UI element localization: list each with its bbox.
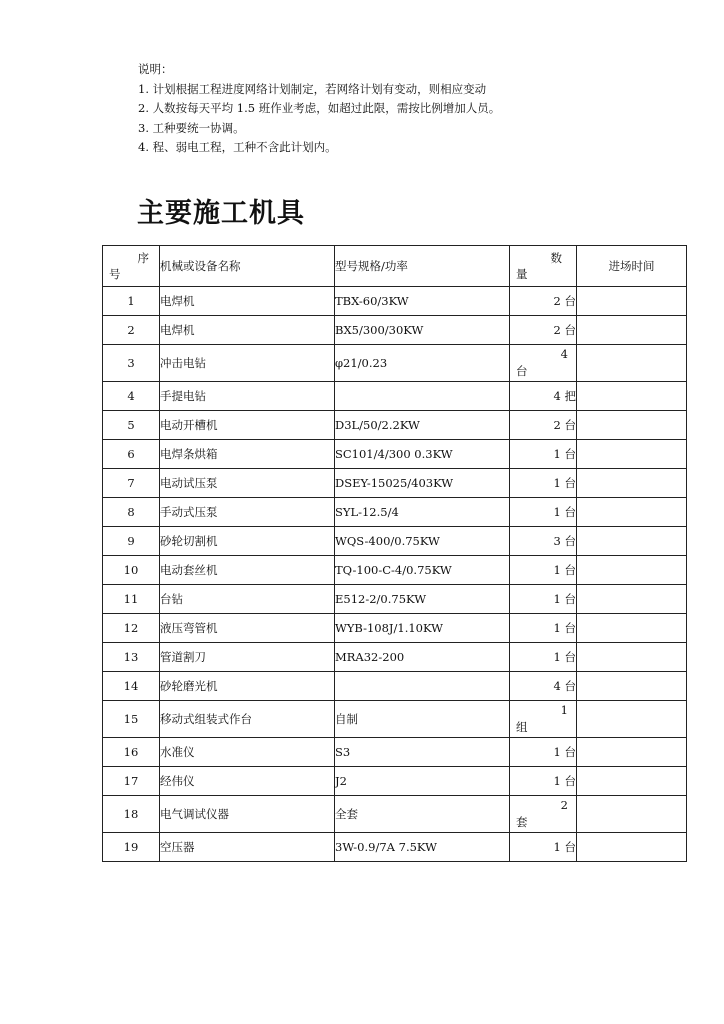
cell-time: [577, 498, 687, 527]
table-row: [103, 614, 687, 643]
cell-model: E512-2/0.75KW: [335, 585, 510, 614]
table-row: [103, 469, 687, 498]
table-row: [103, 643, 687, 672]
cell-name: 水准仪: [160, 738, 335, 767]
cell-name: 砂轮磨光机: [160, 672, 335, 701]
cell-qty: 4 台: [510, 672, 577, 701]
cell-no: 3: [103, 345, 160, 382]
cell-time: [577, 833, 687, 862]
cell-no: 14: [103, 672, 160, 701]
cell-no: 17: [103, 767, 160, 796]
cell-qty: 4 把: [510, 382, 577, 411]
qty-number: 4: [560, 347, 568, 361]
cell-no: 6: [103, 440, 160, 469]
cell-qty: 1 台: [510, 585, 577, 614]
header-name: 机械或设备名称: [160, 246, 335, 287]
table-row: [103, 585, 687, 614]
cell-model: [335, 672, 510, 701]
cell-name: 电焊条烘箱: [160, 440, 335, 469]
table-row: [103, 767, 687, 796]
cell-qty: 1 台: [510, 440, 577, 469]
table-row: [103, 411, 687, 440]
table-row: [103, 345, 687, 382]
note-line: 2. 人数按每天平均 1.5 班作业考虑，如超过此限，需按比例增加人员。: [138, 101, 501, 115]
table-row: [103, 527, 687, 556]
cell-name: 手提电钻: [160, 382, 335, 411]
cell-model: 全套: [335, 796, 510, 833]
cell-qty: 1 台: [510, 469, 577, 498]
cell-model: TBX-60/3KW: [335, 287, 510, 316]
cell-name: 手动式压泵: [160, 498, 335, 527]
cell-qty: 1 台: [510, 556, 577, 585]
cell-time: [577, 345, 687, 382]
qty-unit: 台: [516, 364, 528, 378]
cell-time: [577, 527, 687, 556]
header-qty-part1: 数: [550, 251, 562, 265]
table-row: [103, 833, 687, 862]
table-row: [103, 796, 687, 833]
cell-name: 电焊机: [160, 316, 335, 345]
cell-model: WYB-108J/1.10KW: [335, 614, 510, 643]
cell-model: BX5/300/30KW: [335, 316, 510, 345]
cell-time: [577, 585, 687, 614]
cell-model: MRA32-200: [335, 643, 510, 672]
table-row: [103, 440, 687, 469]
header-qty-part2: 量: [516, 267, 528, 281]
table-row: [103, 672, 687, 701]
cell-name: 电动试压泵: [160, 469, 335, 498]
cell-qty: 2 台: [510, 411, 577, 440]
cell-name: 移动式组装式作台: [160, 701, 335, 738]
header-time: 进场时间: [577, 246, 687, 287]
equipment-table: [102, 245, 687, 862]
table-row: [103, 382, 687, 411]
cell-model: SYL-12.5/4: [335, 498, 510, 527]
cell-model: [335, 382, 510, 411]
cell-no: 12: [103, 614, 160, 643]
cell-qty: 1 台: [510, 643, 577, 672]
cell-qty: [510, 345, 577, 382]
cell-time: [577, 469, 687, 498]
cell-model: 3W-0.9/7A 7.5KW: [335, 833, 510, 862]
cell-name: 空压器: [160, 833, 335, 862]
qty-number: 1: [560, 703, 568, 717]
table-row: [103, 556, 687, 585]
cell-no: 13: [103, 643, 160, 672]
cell-time: [577, 440, 687, 469]
cell-time: [577, 287, 687, 316]
cell-name: 电动开槽机: [160, 411, 335, 440]
cell-name: 液压弯管机: [160, 614, 335, 643]
cell-qty: [510, 796, 577, 833]
cell-name: 电气调试仪器: [160, 796, 335, 833]
cell-no: 5: [103, 411, 160, 440]
cell-name: 管道割刀: [160, 643, 335, 672]
cell-qty: 1 台: [510, 833, 577, 862]
note-line: 3. 工种要统一协调。: [138, 120, 245, 135]
cell-model: SC101/4/300 0.3KW: [335, 440, 510, 469]
cell-time: [577, 701, 687, 738]
cell-time: [577, 738, 687, 767]
cell-time: [577, 672, 687, 701]
header-no: [103, 246, 160, 287]
cell-no: 18: [103, 796, 160, 833]
cell-model: J2: [335, 767, 510, 796]
cell-time: [577, 796, 687, 833]
cell-no: 19: [103, 833, 160, 862]
header-no-part2: 号: [109, 267, 121, 281]
cell-qty: 1 台: [510, 767, 577, 796]
header-model: 型号规格/功率: [335, 246, 510, 287]
notes-title: 说明：: [138, 62, 173, 76]
table-row: [103, 498, 687, 527]
cell-no: 9: [103, 527, 160, 556]
table-row: [103, 316, 687, 345]
cell-no: 1: [103, 287, 160, 316]
cell-no: 11: [103, 585, 160, 614]
cell-qty: 1 台: [510, 498, 577, 527]
header-qty: [510, 246, 577, 287]
cell-no: 10: [103, 556, 160, 585]
cell-name: 台钻: [160, 585, 335, 614]
cell-name: 经伟仪: [160, 767, 335, 796]
note-line: 4. 程、弱电工程，工种不含此计划内。: [138, 140, 337, 154]
header-no-part1: 序: [137, 251, 149, 265]
cell-time: [577, 316, 687, 345]
cell-name: 电焊机: [160, 287, 335, 316]
cell-no: 4: [103, 382, 160, 411]
cell-time: [577, 411, 687, 440]
cell-time: [577, 643, 687, 672]
cell-qty: 2 台: [510, 287, 577, 316]
note-line: 1. 计划根据工程进度网络计划制定，若网络计划有变动，则相应变动: [138, 81, 487, 96]
qty-unit: 组: [516, 720, 528, 734]
cell-qty: 3 台: [510, 527, 577, 556]
table-header-row: [103, 246, 687, 287]
cell-qty: [510, 701, 577, 738]
cell-no: 15: [103, 701, 160, 738]
cell-model: TQ-100-C-4/0.75KW: [335, 556, 510, 585]
cell-time: [577, 614, 687, 643]
table-row: [103, 738, 687, 767]
cell-no: 8: [103, 498, 160, 527]
cell-no: 16: [103, 738, 160, 767]
cell-name: 砂轮切割机: [160, 527, 335, 556]
cell-model: WQS-400/0.75KW: [335, 527, 510, 556]
cell-name: 电动套丝机: [160, 556, 335, 585]
section-title: 主要施工机具: [137, 198, 305, 229]
table-row: [103, 287, 687, 316]
cell-qty: 1 台: [510, 738, 577, 767]
cell-model: 自制: [335, 701, 510, 738]
cell-model: S3: [335, 738, 510, 767]
cell-name: 冲击电钻: [160, 345, 335, 382]
notes-block: [138, 60, 500, 158]
table-row: [103, 701, 687, 738]
cell-no: 7: [103, 469, 160, 498]
cell-model: D3L/50/2.2KW: [335, 411, 510, 440]
qty-number: 2: [560, 798, 568, 812]
cell-time: [577, 556, 687, 585]
cell-time: [577, 382, 687, 411]
cell-qty: 2 台: [510, 316, 577, 345]
cell-model: DSEY-15025/403KW: [335, 469, 510, 498]
cell-qty: 1 台: [510, 614, 577, 643]
cell-time: [577, 767, 687, 796]
cell-model: φ21/0.23: [335, 345, 510, 382]
cell-no: 2: [103, 316, 160, 345]
qty-unit: 套: [516, 815, 528, 829]
